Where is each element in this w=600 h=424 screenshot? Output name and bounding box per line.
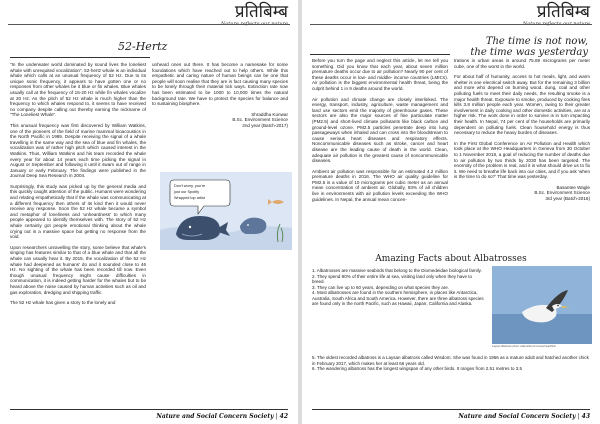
photo-caption: Laysan albatross photo: wikimedia commons/nsqc/flickr xyxy=(492,345,556,348)
article-title-line1: The time is not now, xyxy=(485,36,588,47)
paragraph: Ambient air pollution was responsible for an estimated 4.2 million premature deaths in 2016. The WHO air quality guideline for PM2.5 is a value of 10 micrograms per cubic meter as an annual mean concentration of ambient air. Globally, 93% of all children live in environments with air pollution levels exceeding the WHO guidelines. In Nepal, the annual mean concen- xyxy=(312,168,448,202)
paragraph: trations in urban areas is around 75.69 micrograms per meter cube, one of the worst in the world. xyxy=(454,58,590,69)
left-page xyxy=(0,0,298,424)
paragraph: unheard ones out there. It has become a namesake for some foundations which have reached out to help others. While this empathetic and caring nature of human beings can be one that people will soon realise that they are in fact causing many species to be lonely through their material tick ways. Extinction rate now has been estimated to be 1000 to 10,000 times the natural background rate. We have to protect the species for balance and to sustaining biosphere. xyxy=(152,62,288,107)
left-column-1 xyxy=(10,62,146,311)
list-item: 2. They spend 80% of their entire life at sea, visiting land only when they have to breed. xyxy=(312,273,473,284)
author-batch: 3rd year (Batch-2016) xyxy=(545,196,590,202)
list-item: 3. They can live up to 60 years, depending on what species they are. xyxy=(312,284,450,290)
footer-separator: | xyxy=(577,413,580,420)
paragraph: Upon researchers unravelling the story, some believe that whale's singing has features similar to that of a blue whale and that all the whale can usually hear it. By 2015, the vocalization of the 52 Hz whale had deepened as humans' do and it sounded close to 46 Hz. No sighting of the whale has been recorded till now. Even though unusual frequency might cause difficulties in communication, it is indeed getting harder for the whales but to be heard above the noise caused by human activities such as oil and gas exploration, dredging and shipping traffic. xyxy=(10,244,146,295)
footer-text xyxy=(156,413,288,420)
author-signature xyxy=(454,185,590,202)
list-item: 1. Albatrosses are massive seabirds that belong to the Diomedeidae biological family. xyxy=(312,268,482,273)
right-column-2 xyxy=(454,58,590,202)
albatross-photo xyxy=(492,266,592,344)
list-item: 6. The wandering albatross has the longest wingspan of any other birds. It ranges from 2.51 metres to 3.5 xyxy=(312,366,523,371)
footer-rule xyxy=(10,409,288,410)
amazing-facts-title: Amazing Facts about Albatrosses xyxy=(375,254,527,264)
footer-rule xyxy=(312,409,590,410)
page-footer xyxy=(302,408,600,424)
masthead-rule xyxy=(310,24,592,25)
albatross-facts-list-wide xyxy=(312,355,592,372)
article-title: 52-Hertz xyxy=(118,40,168,53)
paragraph: Air pollution and climate change are closely interlinked. The energy, transport, industry, agriculture, waste management and land use sectors emit the majority of greenhouse gases. These sectors are also the major sources of fine particulate matter (PM2.5) and short-lived climate pollutants like black carbon and ground-level ozone. PM2.5 particles penetrate deep into lung passageways when inhaled and can cross into the bloodstream to cause serious heart diseases and respiratory effects. Noncommunicable diseases such as stroke, cancer and heart disease are the leading cause of death in the world. Clean, adequate air pollution is the greatest cause of noncommunicable diseases. xyxy=(312,96,448,164)
list-item: 4. Most albatrosses are found in the southern hemisphere, in places like Antarctica, Australia, South Africa and South America. However, there are three albatross species are found only in the north Pacific, such as Hawaii, Japan, California and Alaska. xyxy=(312,290,484,306)
paragraph: The 52 Hz whale has given a story to the lonely and xyxy=(10,300,116,306)
page-number: 43 xyxy=(581,413,590,420)
page-number: 42 xyxy=(279,413,288,420)
left-column-2 xyxy=(152,62,288,129)
paragraph: Surprisingly, this study was picked up by the general media and this quickly caught attention of the public. Humans were wondering and relating empathetically that if the whale was communicating at a different frequency then others of its kind then it would never receive any response. Soon the 52 Hz whale became a symbol and metaphor of loneliness and 'unheardness' to which many people appeared to identify themselves with. The story of 52 Hz whale certainly got people emotional thinking about the whale crying out in a massive space but getting no response from the void. xyxy=(10,183,146,240)
author-signature xyxy=(152,112,288,129)
author-name: Basantee Wagle xyxy=(556,184,590,190)
footer-text xyxy=(458,413,590,420)
right-page xyxy=(302,0,600,424)
article-title-line2: the time was yesterday xyxy=(470,47,588,58)
author-program: B.Sc. Environment Science xyxy=(232,117,288,123)
masthead-title: प्रतिबिम्ब xyxy=(536,2,590,22)
masthead-rule xyxy=(8,24,290,25)
footer-org: Nature and Social Concern Society xyxy=(458,413,576,420)
right-column-1 xyxy=(312,58,448,207)
author-name: Shraddha Kunwar xyxy=(251,111,288,117)
paragraph: In the First Global Conference on Air Pollution and Health which took place at the WHO Headquarters in Geneva from 30 October to 1 November 2018, a goal of reducing the number of deaths due to air pollution by two thirds by 2030 has been targeted. The enormity of the problem is real, and it is what should drive us to fix it. We need to breathe life back into our cities, and if you ask 'when is the time to do so?' That time was yesterday. xyxy=(454,140,590,180)
footer-separator: | xyxy=(275,413,278,420)
title-rule xyxy=(310,54,450,55)
author-batch: 2nd year (Batch-2017) xyxy=(242,122,288,128)
page-footer xyxy=(0,408,298,424)
author-program: B.Sc. Environment Science xyxy=(534,190,590,196)
albatross-facts-list xyxy=(312,268,484,307)
list-item: 5. The oldest recorded albatross is a Laysan albatross called Wisdom. She was found in 1956 as a mature adult and hatched another chick in February 2017, which makes her at least 66 years old. xyxy=(312,355,589,366)
whale-cartoon-illustration xyxy=(160,172,292,250)
article-title xyxy=(470,36,588,58)
footer-org: Nature and Social Concern Society xyxy=(156,413,274,420)
speech-bubble-text: Don't worry, you're just our Spotify Wrapped top artist xyxy=(174,184,206,200)
masthead-title: प्रतिबिम्ब xyxy=(234,2,288,22)
paragraph: Before you turn the page and neglect this article, let me tell you something. Did you know that each year, about seven million premature deaths occur due to air pollution? Nearly 90 per cent of these deaths occur in low- and middle- income countries (LMICs). Air pollution is the biggest environmental health threat, being the culprit behind 1 in 9 deaths around the world. xyxy=(312,58,448,91)
paragraph: For about half of humanity, access to hot meals, light, and warm shelter is one electrical switch away. But for the remaining 3 billion and more who depend on burning wood, dung, coal and other polluting fuels to meet their daily needs, the resulting smoke is a major health threat. Exposure to smoke, produced by cooking fires kills 3.8 million people each year. Women, owing to their greater involvement in daily cooking and other domestic activities, are at a higher risk. The work done in order to survive is in turn impacting their health. In Nepal, 74 per cent of the households are primarily dependent on polluting fuels. Clean household energy is thus necessary to reduce the heavy burden of diseases. xyxy=(454,74,590,136)
paragraph: "In the underwater world dominated by sound lives the loneliest whale with unrequited vocalization". 52-hertz whale is an individual whale which calls at an unusual frequency of 52 Hz. Due to its unique sonic frequency, it appears to have gotten one or no responses from other whales be it blue or fin whales. Blue whales usually call at the frequency of 15-20 Hz while fin whales vocalize at 20 Hz. As the pitch of 52 Hz whale is much higher than the frequency to which whales respond to, it seems to have received no company despite calling out thereby earning the nickname of "The Loneliest Whale". xyxy=(10,62,146,118)
title-rule xyxy=(10,57,150,58)
paragraph: This unusual frequency was first discovered by William Watkins, one of the pioneers of the field of marine mammal bioacoustics in the North Pacific in 1989. Despite receiving the signal of a whale travelling in the same way and the sea of blue and fin whales, the vocalization was of rather high pitch which caused interest in the Watkins. Thus, William Watkins and his team recorded the whale every year for about 14 years each time picking the signal in August or September and following it until it swam out of range in January or early February. The findings were published in the Journal Deep Sea Research in 2004. xyxy=(10,122,146,179)
